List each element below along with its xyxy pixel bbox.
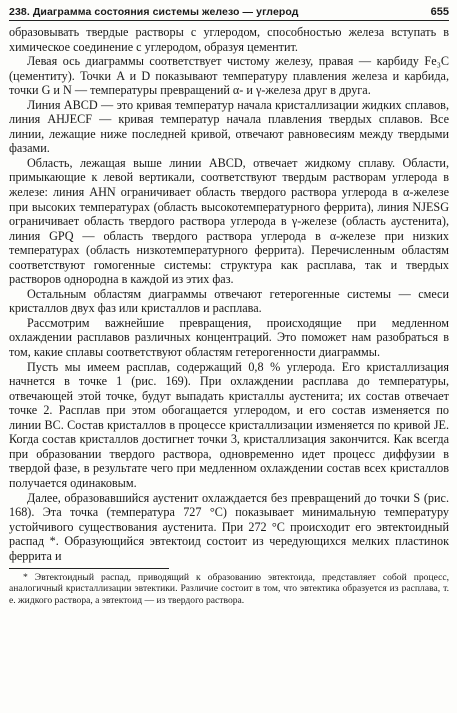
paragraph: Далее, образовавшийся аустенит охлаждается без превращений до точки S (рис. 168). Эта точка (температура 727 °C) показывает минимальную температуру устойчивого существования аустенита. При 272 °C происходит его эвтектоидный распад *. Образующийся эвтектоид состоит из чередующихся мелких пластинок феррита и xyxy=(9,490,449,563)
header-title: 238. Диаграмма состояния системы железо — углерод xyxy=(9,6,299,18)
paragraph: Остальным областям диаграммы отвечают гетерогенные системы — смеси кристаллов двух фаз или кристаллов и расплава. xyxy=(9,286,449,316)
running-header xyxy=(9,6,449,21)
paragraph: Пусть мы имеем расплав, содержащий 0,8 % углерода. Его кристаллизация начнется в точке 1 (рис. 169). При охлаждении расплава до температуры, отвечающей этой точке, будут выпадать кристаллы аустенита; их состав отвечает точке 2. Расплав при этом обогащается углеродом, и его состав изменяется по линии BC. Состав кристаллов в процессе кристаллизации изменяется по кривой JE. Когда состав кристаллов достигнет точки 3, кристаллизация закончится. Как всегда при образовании твердого раствора, одновременно идет процесс диффузии в твердой фазе, в результате чего при медленном охлаждении состав всех кристаллов получается одинаковым. xyxy=(9,359,449,490)
footnote-divider xyxy=(9,568,169,569)
paragraph: Линия ABCD — это кривая температур начала кристаллизации жидких сплавов, линия AHJECF — кривая температур начала плавления твердых сплавов. Все линии, лежащие ниже последней кривой, отвечают равновесиям между твердыми фазами. xyxy=(9,97,449,156)
paragraph: Область, лежащая выше линии ABCD, отвечает жидкому сплаву. Области, примыкающие к левой вертикали, соответствуют твердым растворам углерода в железе: линия AHN ограничивает область твердого раствора углерода в α-железе при высоких температурах (область высокотемпературного феррита), линия NJESG ограничивает область твердого раствора углерода в γ-железе (область аустенита), линия GPQ — область твердого раствора углерода в α-железе при низких температурах (область низкотемпературного феррита). Перечисленным областям соответствуют гомогенные системы: структура как расплава, так и твердых растворов однородна в каждой из этих фаз. xyxy=(9,155,449,287)
footnote: * Эвтектоидный распад, приводящий к образованию эвтектоида, представляет собой процесс, аналогичный кристаллизации эвтектики. Различие состоит в том, что эвтектика образуется из расплава, т. е. жидкого раствора, а эвтектоид — из твердого раствора. xyxy=(9,572,449,606)
paragraph: Левая ось диаграммы соответствует чистому железу, правая — карбиду Fe₃C (цементиту). Точки A и D показывают температуру плавления железа и карбида, точки G и N — температуры превращений α- и γ-железа друг в друга. xyxy=(9,54,449,98)
main-text xyxy=(9,25,449,563)
paragraph: образовывать твердые растворы с углеродом, способностью железа вступать в химическое соединение с углеродом, образуя цементит. xyxy=(9,25,449,54)
page-number: 655 xyxy=(430,6,449,18)
paragraph: Рассмотрим важнейшие превращения, происходящие при медленном охлаждении расплавов различных концентраций. Это поможет нам разобраться в том, какие сплавы соответствуют областям гетерогенности диаграммы. xyxy=(9,315,449,360)
